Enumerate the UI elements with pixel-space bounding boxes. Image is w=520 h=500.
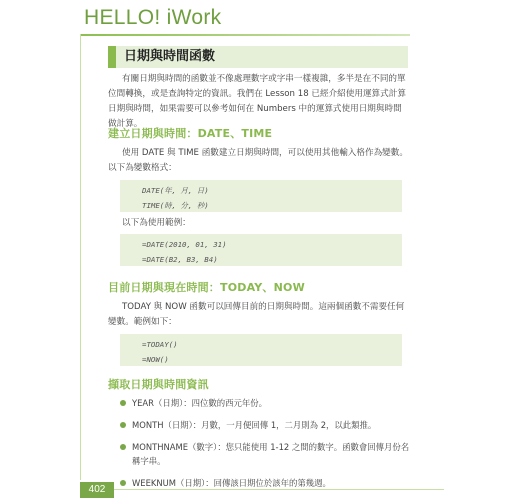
page-number: 402	[80, 482, 114, 498]
list-item	[118, 396, 413, 410]
book-header-title: HELLO! iWork	[84, 6, 222, 29]
intro-paragraph: 有關日期與時間的函數並不像處理數字或字串一樣複雜，多半是在不同的單位間轉換，或是查詢特定的資訊。我們在 Lesson 18 已經介紹使用運算式計算日期與時間，如果需要可以參考如何在 Numbers 中的運算式使用日期與時間做計算。	[108, 74, 406, 129]
subheading-today-now: 目前日期與現在時間：TODAY、NOW	[108, 281, 305, 294]
subheading-extract: 擷取日期與時間資訊	[108, 378, 209, 391]
code-line: =NOW()	[142, 354, 169, 364]
code-line: DATE(年, 月, 日)	[142, 186, 209, 195]
bullet-icon	[120, 400, 126, 406]
code-line: =DATE(2010, 01, 31)	[142, 240, 227, 249]
today-now-code-box	[120, 334, 402, 366]
footer-divider	[114, 489, 444, 490]
function-list	[118, 396, 413, 498]
list-item	[118, 476, 413, 490]
list-item-text: YEAR（日期）：四位數的西元年份。	[132, 398, 268, 408]
code-line: TIME(時, 分, 秒)	[142, 200, 209, 210]
today-now-description: TODAY 與 NOW 函數可以回傳目前的日期與時間。這兩個函數不需要任何變數。範例如下：	[108, 302, 405, 327]
syntax-code-box	[120, 180, 402, 212]
list-item-text: MONTH（日期）：月數，一月便回傳 1，二月則為 2，以此類推。	[132, 420, 377, 430]
code-line: =DATE(B2, B3, B4)	[142, 254, 218, 264]
list-item-text: WEEKNUM（日期）：回傳該日期位於該年的第幾週。	[132, 478, 331, 488]
list-item-text: MONTHNAME（數字）：您只能使用 1-12 之間的數字。函數會回傳月份名稱字串。	[132, 442, 410, 466]
bullet-icon	[120, 444, 126, 450]
list-item	[118, 440, 413, 468]
section-title: 日期與時間函數	[108, 46, 408, 68]
date-time-description: 使用 DATE 與 TIME 函數建立日期與時間，可以使用其他輸入格作為變數。以下為變數格式：	[108, 148, 408, 173]
example-code-box	[120, 234, 402, 266]
code-line: =TODAY()	[142, 340, 178, 349]
bullet-icon	[120, 422, 126, 428]
list-item	[118, 418, 413, 432]
bullet-icon	[120, 480, 126, 486]
header-divider	[80, 34, 410, 36]
example-label: 以下為使用範例：	[122, 218, 191, 228]
subheading-date-time: 建立日期與時間：DATE、TIME	[108, 127, 273, 140]
left-margin-rule	[80, 34, 81, 480]
